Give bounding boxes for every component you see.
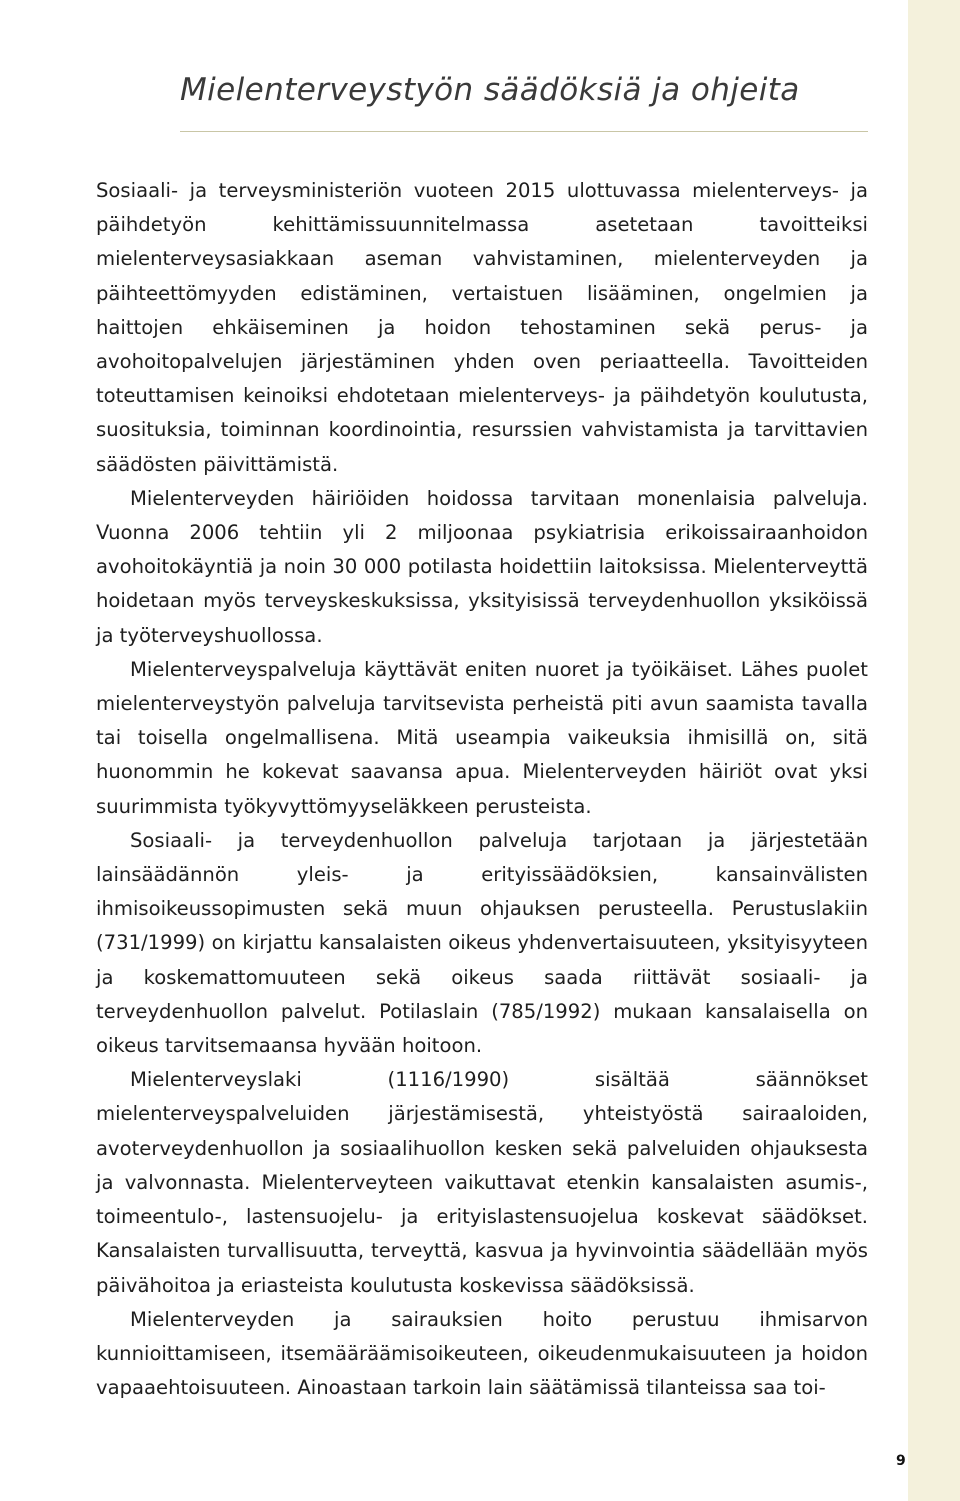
paragraph-5: Mielenterveyslaki (1116/1990) sisältää säännökset mielenterveyspalveluiden järjestämisestä, yhteistyöstä sairaaloiden, avoterveydenhuollon ja sosiaalihuollon kesken sekä palveluiden ohjauksesta ja valvonnasta. Mielenterveyteen vaikuttavat etenkin kansalaisten asumis-, toimeentulo-, lastensuojelu- ja erityislastensuojelua koskevat säädökset. Kansalaisten turvallisuutta, terveyttä, kasvua ja hyvinvointia säädellään myös päivähoitoa ja eriasteista koulutusta koskevissa säädöksissä. (96, 1068, 868, 1297)
paragraph-6: Mielenterveyden ja sairauksien hoito perustuu ihmisarvon kunnioittamiseen, itsemääräämisoikeuteen, oikeudenmukaisuuteen ja hoidon vapaaehtoisuuteen. Ainoastaan tarkoin lain säätämissä tilanteissa saa toi- (96, 1307, 868, 1400)
body-text (96, 174, 868, 1405)
page-title: Mielenterveystyön säädöksiä ja ohjeita (180, 72, 800, 108)
title-divider (180, 131, 868, 132)
page-number: 9 (896, 1453, 906, 1469)
paragraph-4: Sosiaali- ja terveydenhuollon palveluja tarjotaan ja järjestetään lainsäädännön yleis- ja erityissäädöksien, kansainvälisten ihmisoikeussopimusten sekä muun ohjauksen perusteella. Perustuslakiin (731/1999) on kirjattu kansalaisten oikeus yhdenvertaisuuteen, yksityisyyteen ja koskemattomuuteen sekä oikeus saada riittävät sosiaali- ja terveydenhuollon palvelut. Potilaslain (785/1992) mukaan kansalaisella on oikeus tarvitsemaansa hyvään hoitoon. (96, 828, 868, 1058)
paragraph-3: Mielenterveyspalveluja käyttävät eniten nuoret ja työikäiset. Lähes puolet mielenterveystyön palveluja tarvitsevista perheistä piti avun saamista tavalla tai toisella ongelmallisena. Mitä useampia vaikeuksia ihmisillä on, sitä huonommin he kokevat saavansa apua. Mielenterveyden häiriöt ovat yksi suurimmista työkyvyttömyyseläkkeen perusteista. (96, 657, 868, 818)
page-edge-strip (908, 0, 960, 1501)
paragraph-2: Mielenterveyden häiriöiden hoidossa tarvitaan monenlaisia palveluja. Vuonna 2006 tehtiin yli 2 miljoonaa psykiatrisia erikoissairaanhoidon avohoitokäyntiä ja noin 30 000 potilasta hoidettiin laitoksissa. Mielenterveyttä hoidetaan myös terveyskeskuksissa, yksityisissä terveydenhuollon yksiköissä ja työterveyshuollossa. (96, 486, 868, 647)
paragraph-1: Sosiaali- ja terveysministeriön vuoteen 2015 ulottuvassa mielenterveys- ja päihdetyön kehittämissuunnitelmassa asetetaan tavoitteiksi mielenterveysasiakkaan aseman vahvistaminen, mielenterveyden ja päihteettömyyden edistäminen, vertaistuen lisääminen, ongelmien ja haittojen ehkäiseminen ja hoidon tehostaminen sekä perus- ja avohoitopalvelujen järjestäminen yhden oven periaatteella. Tavoitteiden toteuttamisen keinoiksi ehdotetaan mielenterveys- ja päihdetyön koulutusta, suosituksia, toiminnan koordinointia, resurssien vahvistamista ja tarvittavien säädösten päivittämistä. (96, 179, 868, 476)
